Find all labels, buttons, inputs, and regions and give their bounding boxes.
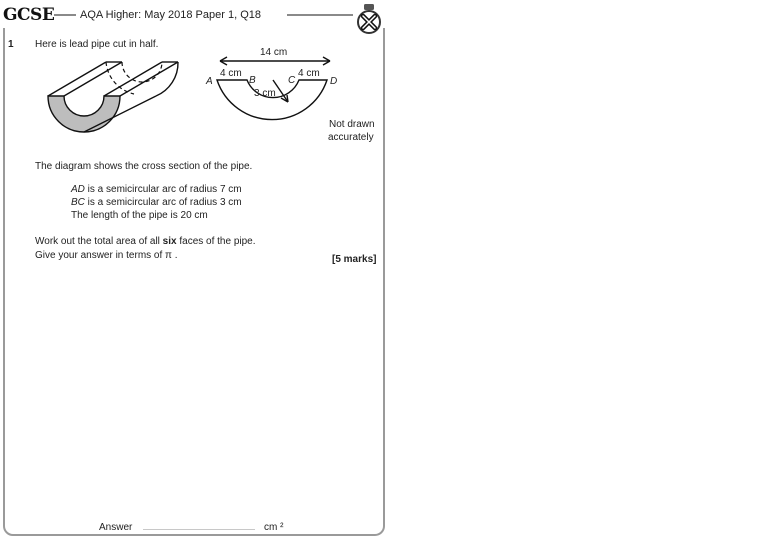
- answer-input-line[interactable]: [143, 529, 255, 530]
- marks-label: [5 marks]: [332, 254, 377, 265]
- not-drawn-note-line2: accurately: [328, 132, 374, 143]
- right-width-label: 4 cm: [298, 68, 320, 79]
- header-rule-left: [54, 14, 76, 16]
- width-label: 14 cm: [260, 47, 288, 58]
- question-intro: Here is lead pipe cut in half.: [35, 39, 159, 50]
- point-c-label: C: [288, 75, 296, 86]
- point-a-label: A: [206, 76, 213, 87]
- pipe-3d-illustration: [44, 58, 184, 138]
- inner-radius-label: 3 cm: [254, 88, 276, 99]
- header-rule-right: [287, 14, 353, 16]
- not-drawn-note-line1: Not drawn: [329, 119, 375, 130]
- close-x-icon[interactable]: [355, 3, 383, 35]
- gcse-logo: GCSE: [3, 5, 55, 25]
- fact-3: The length of the pipe is 20 cm: [71, 210, 208, 221]
- answer-instruction: Give your answer in terms of π .: [35, 250, 178, 261]
- point-b-label: B: [249, 75, 256, 86]
- description-text: The diagram shows the cross section of the pipe.: [35, 161, 253, 172]
- header-title: AQA Higher: May 2018 Paper 1, Q18: [80, 9, 261, 21]
- left-width-label: 4 cm: [220, 68, 242, 79]
- task-text: Work out the total area of all six faces of the pipe.: [35, 236, 256, 247]
- point-d-label: D: [330, 76, 338, 87]
- answer-label: Answer: [99, 522, 133, 533]
- fact-1: AD is a semicircular arc of radius 7 cm: [71, 184, 242, 195]
- answer-unit: cm ²: [264, 522, 284, 533]
- question-number: 1: [8, 39, 14, 50]
- fact-2: BC is a semicircular arc of radius 3 cm: [71, 197, 242, 208]
